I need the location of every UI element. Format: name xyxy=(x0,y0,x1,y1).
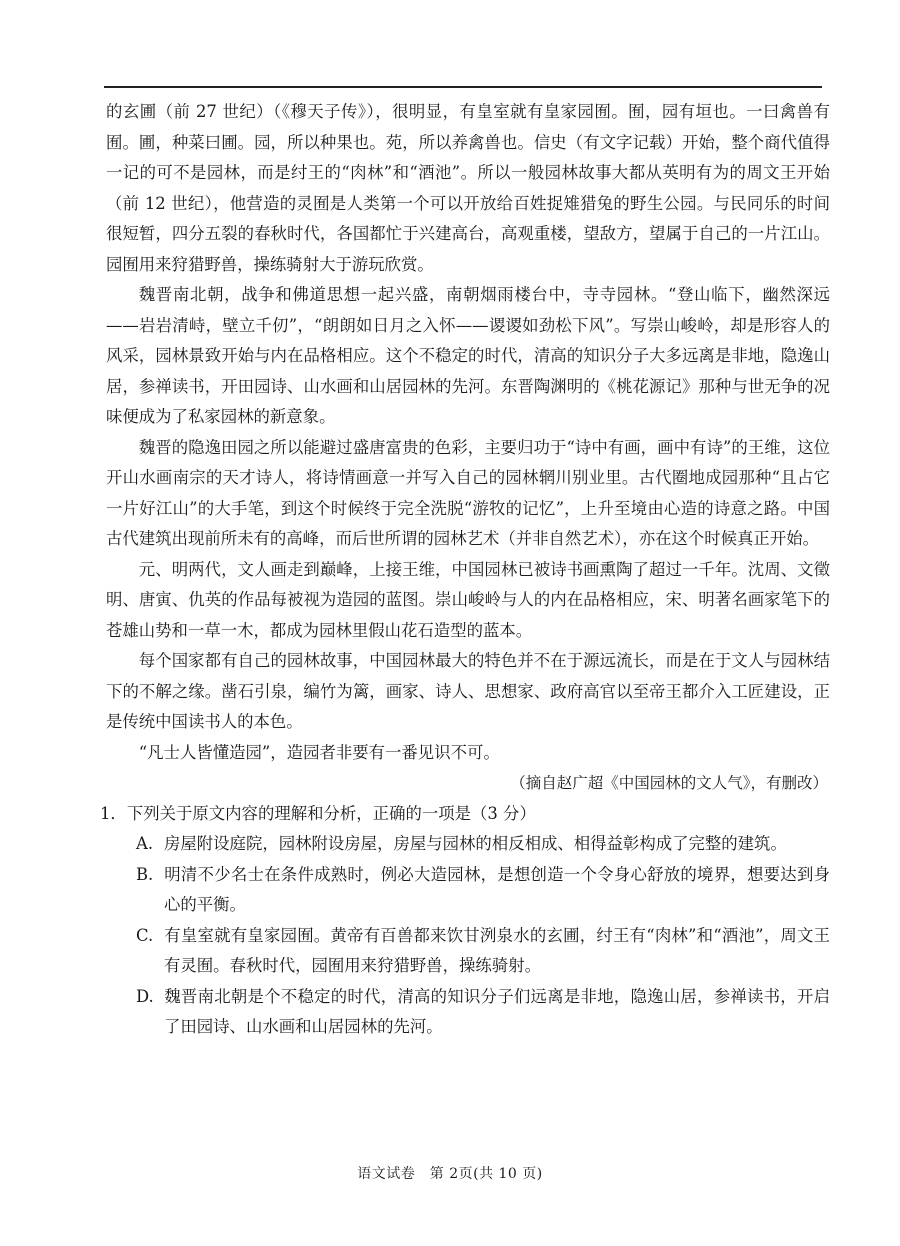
top-rule xyxy=(104,86,822,88)
passage-paragraph-5: 每个国家都有自己的园林故事，中国园林最大的特色并不在于源远流长，而是在于文人与园林结下的不解之缘。凿石引泉，编竹为篱，画家、诗人、思想家、政府高官以至帝王都介入工匠建设，正是传统中国读书人的本色。 xyxy=(106,651,830,731)
passage-paragraph-1: 的玄圃（前 27 世纪）（《穆天子传》），很明显，有皇室就有皇家园囿。囿，园有垣也。一曰禽兽有囿。圃，种菜曰圃。园，所以种果也。苑，所以养禽兽也。信史（有文字记载）开始，整个商代值得一记的可不是园林，而是纣王的“肉林”和“酒池”。所以一般园林故事大都从英明有为的周文王开始（前 12 世纪），他营造的灵囿是人类第一个可以开放给百姓捉雉猎兔的野生公园。与民同乐的时间很短暂，四分五裂的春秋时代，各国都忙于兴建高台，高观重楼，望敌方，望属于自己的一片江山。园囿用来狩猎野兽，操练骑射大于游玩欣赏。 xyxy=(106,102,830,274)
option-c xyxy=(106,921,830,982)
option-b-text: 明清不少名士在条件成熟时，例必大造园林，是想创造一个令身心舒放的境界，想要达到身心的平衡。 xyxy=(164,864,830,914)
question-stem: 1．下列关于原文内容的理解和分析，正确的一项是（3 分） xyxy=(100,803,536,823)
option-d xyxy=(106,982,830,1043)
question-options xyxy=(106,829,830,1043)
page-content xyxy=(100,97,830,1043)
passage-source: （摘自赵广超《中国园林的文人气》，有删改） xyxy=(510,774,828,792)
option-c-letter: C. xyxy=(136,925,154,945)
option-d-text: 魏晋南北朝是个不稳定的时代，清高的知识分子们远离是非地，隐逸山居，参禅读书，开启了田园诗、山水画和山居园林的先河。 xyxy=(164,986,830,1036)
option-a-letter: A. xyxy=(136,834,154,853)
option-b-letter: B. xyxy=(136,864,154,884)
option-a-text: 房屋附设庭院，园林附设房屋，房屋与园林的相反相成、相得益彰构成了完整的建筑。 xyxy=(164,834,787,853)
option-d-letter: D. xyxy=(136,986,154,1006)
passage-paragraph-3: 魏晋的隐逸田园之所以能避过盛唐富贵的色彩，主要归功于“诗中有画，画中有诗”的王维，这位开山水画南宗的天才诗人，将诗情画意一并写入自己的园林辋川别业里。古代圈地成园那种“且占它一片好江山”的大手笔，到这个时候终于完全洗脱“游牧的记忆”，上升至境由心造的诗意之路。中国古代建筑出现前所未有的高峰，而后世所谓的园林艺术（并非自然艺术），亦在这个时候真正开始。 xyxy=(106,437,830,548)
option-b xyxy=(106,860,830,921)
passage-paragraph-4: 元、明两代，文人画走到巅峰，上接王维，中国园林已被诗书画熏陶了超过一千年。沈周、文徵明、唐寅、仇英的作品每被视为造园的蓝图。崇山峻岭与人的内在品格相应，宋、明著名画家笔下的苍雄山势和一草一木，都成为园林里假山花石造型的蓝本。 xyxy=(106,559,830,640)
page-footer: 语文试卷 第 2页(共 10 页) xyxy=(357,1166,543,1182)
option-a xyxy=(106,829,830,860)
passage-paragraph-6: “凡士人皆懂造园”，造园者非要有一番见识不可。 xyxy=(138,742,500,762)
option-c-text: 有皇室就有皇家园囿。黄帝有百兽都来饮甘洌泉水的玄圃，纣王有“肉林”和“酒池”，周文王有灵囿。春秋时代，园囿用来狩猎野兽，操练骑射。 xyxy=(164,925,830,975)
passage-paragraph-2: 魏晋南北朝，战争和佛道思想一起兴盛，南朝烟雨楼台中，寺寺园林。“登山临下，幽然深远——岩岩清峙，壁立千仞”，“朗朗如日月之入怀——谡谡如劲松下风”。写崇山峻岭，却是形容人的风采，园林景致开始与内在品格相应。这个不稳定的时代，清高的知识分子大多远离是非地，隐逸山居，参禅读书，开田园诗、山水画和山居园林的先河。东晋陶渊明的《桃花源记》那种与世无争的况味便成为了私家园林的新意象。 xyxy=(106,285,830,426)
